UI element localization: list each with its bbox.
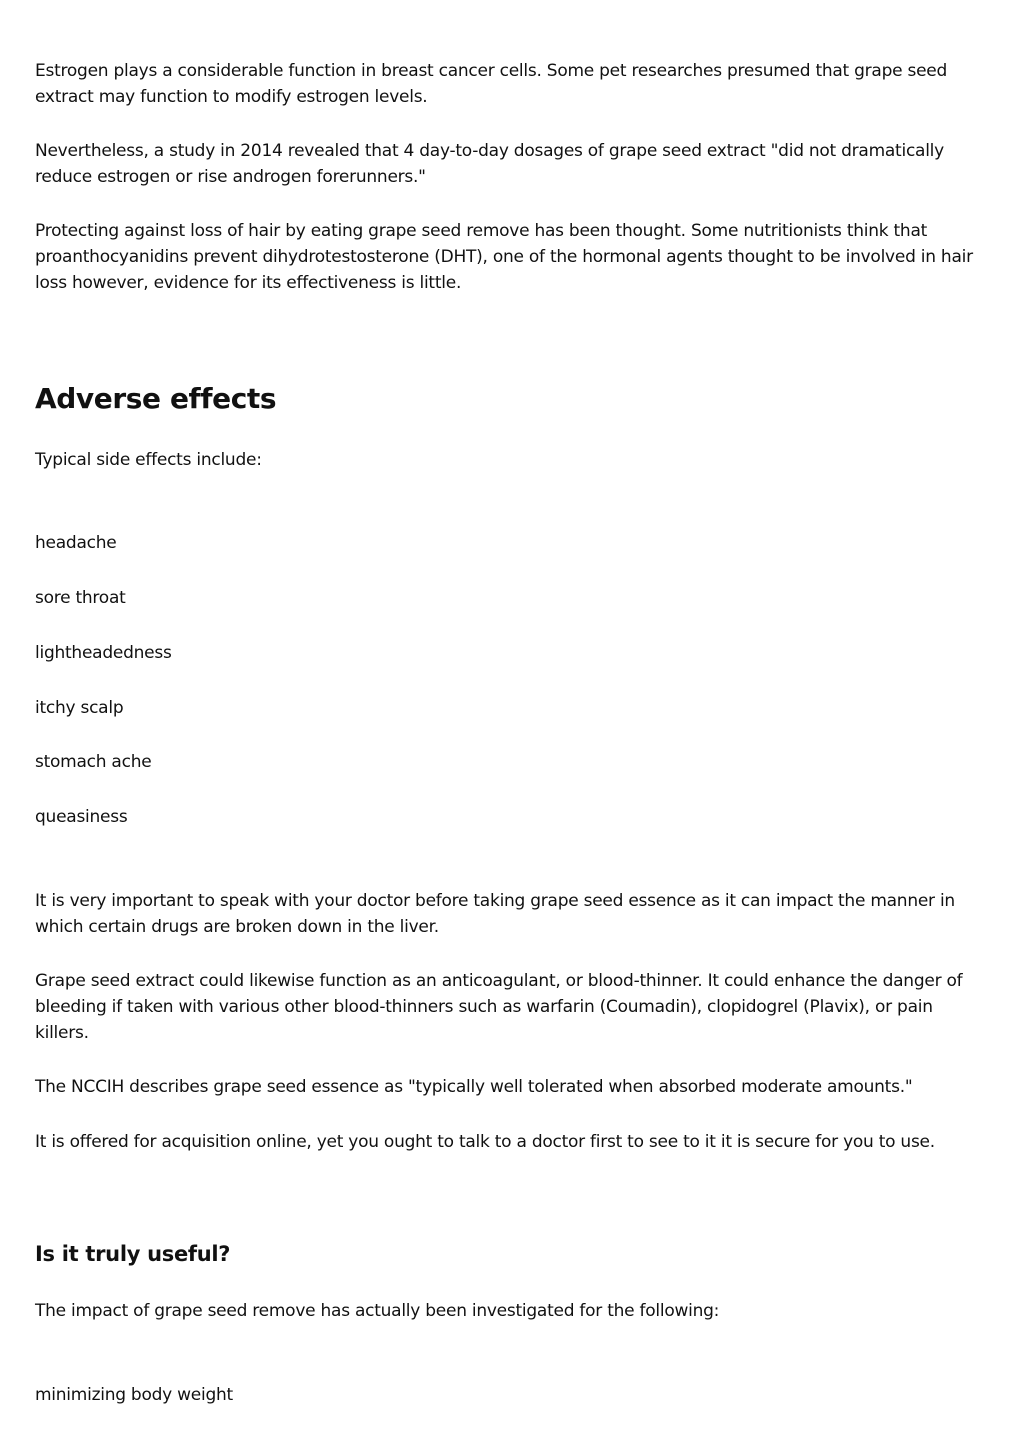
paragraph-side-effects-lead: Typical side effects include: — [35, 450, 262, 470]
paragraph-anticoagulant: Grape seed extract could likewise function as an anticoagulant, or blood-thinner. It could enhance the danger of bleeding if taken with various other blood-thinners such as warfarin (Coumadin), clopidogrel (Plavix), or pain killers. — [35, 971, 963, 1043]
list-item: minimizing body weight — [35, 1385, 233, 1405]
list-item: headache — [35, 533, 117, 553]
paragraph-acquisition: It is offered for acquisition online, yet you ought to talk to a doctor first to see to it it is secure for you to use. — [35, 1132, 935, 1152]
list-item: stomach ache — [35, 752, 152, 772]
heading-truly-useful: Is it truly useful? — [35, 1242, 231, 1266]
paragraph-speak-doctor: It is very important to speak with your doctor before taking grape seed essence as it can impact the manner in which certain drugs are broken down in the liver. — [35, 891, 955, 937]
paragraph-study-2014: Nevertheless, a study in 2014 revealed that 4 day-to-day dosages of grape seed extract "did not dramatically reduce estrogen or rise androgen forerunners." — [35, 141, 944, 187]
paragraph-investigated-lead: The impact of grape seed remove has actually been investigated for the following: — [35, 1301, 720, 1321]
paragraph-estrogen: Estrogen plays a considerable function in breast cancer cells. Some pet researches presumed that grape seed extract may function to modify estrogen levels. — [35, 61, 948, 107]
list-item: queasiness — [35, 807, 128, 827]
list-item: sore throat — [35, 588, 126, 608]
heading-adverse-effects: Adverse effects — [35, 382, 277, 415]
paragraph-nccih: The NCCIH describes grape seed essence as "typically well tolerated when absorbed moderate amounts." — [35, 1077, 913, 1097]
list-item: lightheadedness — [35, 643, 172, 663]
paragraph-hair-loss: Protecting against loss of hair by eating grape seed remove has been thought. Some nutritionists think that proanthocyanidins prevent dihydrotestosterone (DHT), one of the hormonal agents thought to be involved in hair loss however, evidence for its effectiveness is little. — [35, 221, 973, 293]
list-item: itchy scalp — [35, 698, 124, 718]
